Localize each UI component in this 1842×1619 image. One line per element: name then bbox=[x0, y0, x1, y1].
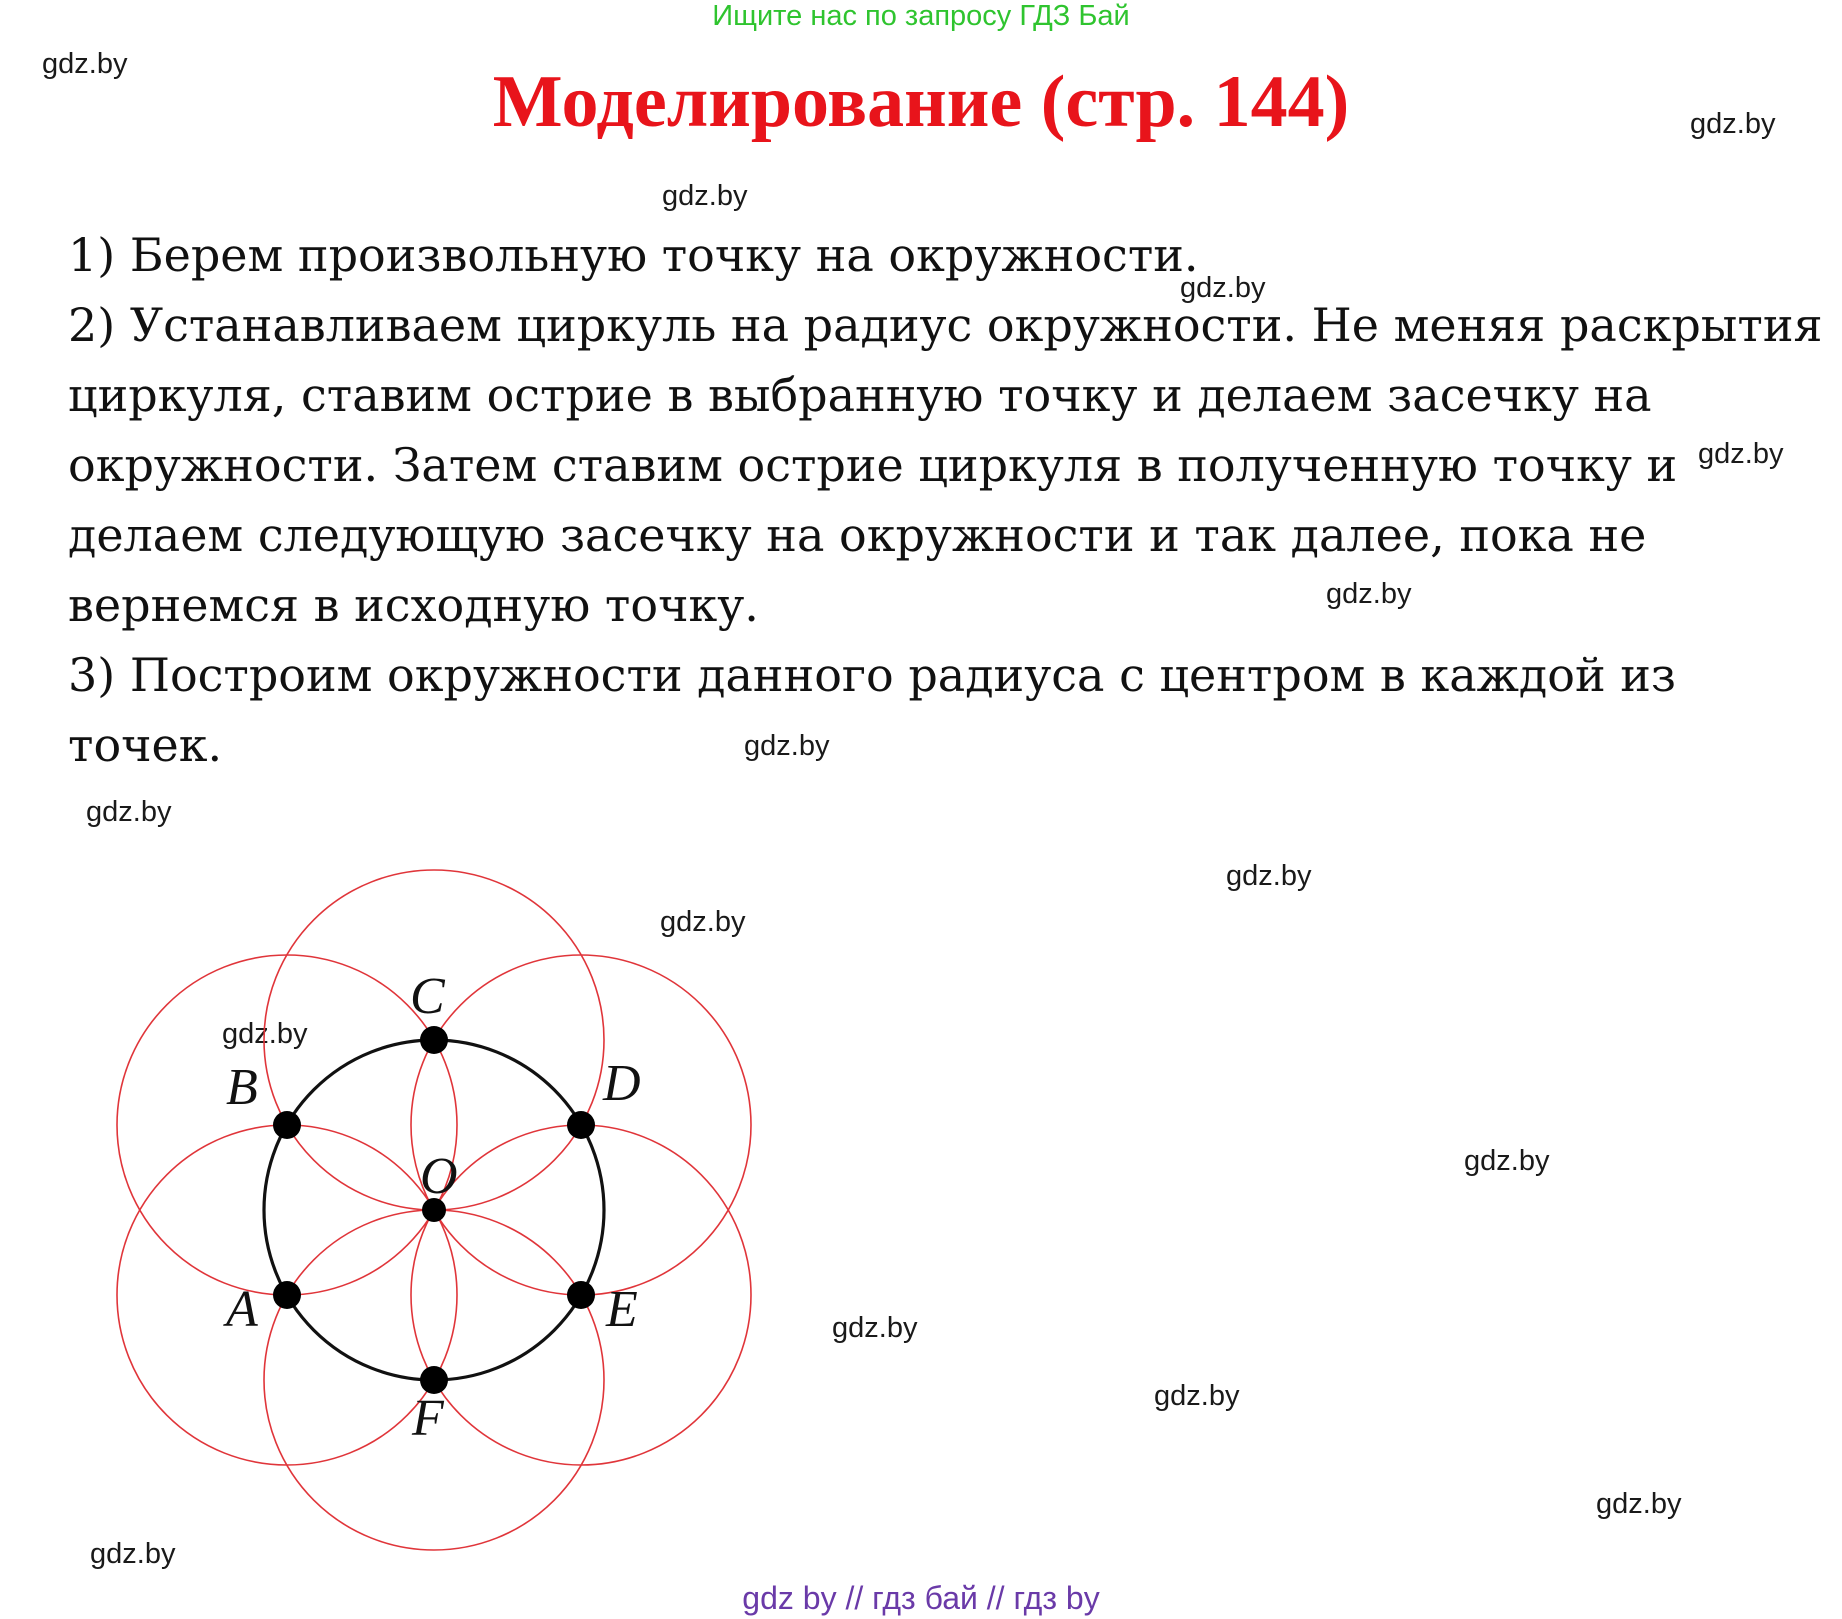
watermark: gdz.by bbox=[86, 796, 172, 828]
label-d: D bbox=[603, 1055, 641, 1112]
watermark: gdz.by bbox=[662, 180, 748, 212]
step-1: 1) Берем произвольную точку на окружности. bbox=[68, 228, 1199, 282]
page-title: Моделирование (стр. 144) bbox=[492, 61, 1350, 143]
watermark: gdz.by bbox=[1464, 1145, 1550, 1177]
label-b: B bbox=[226, 1059, 258, 1116]
watermark: gdz.by bbox=[832, 1312, 918, 1344]
label-e: E bbox=[606, 1281, 638, 1338]
watermark: gdz.by bbox=[1326, 578, 1412, 610]
label-f: F bbox=[412, 1390, 444, 1447]
point-e bbox=[567, 1281, 595, 1309]
watermark: gdz.by bbox=[222, 1018, 308, 1050]
watermark: gdz.by bbox=[1180, 272, 1266, 304]
footer-links: gdz by // гдз бай // гдз by bbox=[742, 1580, 1100, 1616]
step-2: 2) Устанавливаем циркуль на радиус окружности. Не меняя раскрытия циркуля, ставим острие в выбранную точку и делаем засечку на окружности. Затем ставим острие циркуля в полученную точку и делаем следующую засечку на окружности и так далее, пока не вернемся в исходную точку. bbox=[68, 298, 1823, 632]
label-c: C bbox=[410, 968, 445, 1025]
watermark: gdz.by bbox=[1596, 1488, 1682, 1520]
point-c bbox=[420, 1026, 448, 1054]
instructions bbox=[68, 220, 1828, 780]
hexagon-construction-figure bbox=[100, 860, 780, 1560]
top-banner: Ищите нас по запросу ГДЗ Бай bbox=[712, 0, 1130, 32]
watermark: gdz.by bbox=[90, 1538, 176, 1570]
point-a bbox=[273, 1281, 301, 1309]
watermark: gdz.by bbox=[1690, 108, 1776, 140]
watermark: gdz.by bbox=[42, 48, 128, 80]
step-3: 3) Построим окружности данного радиуса с центром в каждой из точек. bbox=[68, 648, 1676, 772]
watermark: gdz.by bbox=[1154, 1380, 1240, 1412]
label-a: A bbox=[226, 1281, 258, 1338]
point-d bbox=[567, 1111, 595, 1139]
point-b bbox=[273, 1111, 301, 1139]
label-o: O bbox=[420, 1148, 458, 1205]
watermark: gdz.by bbox=[1226, 860, 1312, 892]
watermark: gdz.by bbox=[1698, 438, 1784, 470]
watermark: gdz.by bbox=[744, 730, 830, 762]
watermark: gdz.by bbox=[660, 906, 746, 938]
